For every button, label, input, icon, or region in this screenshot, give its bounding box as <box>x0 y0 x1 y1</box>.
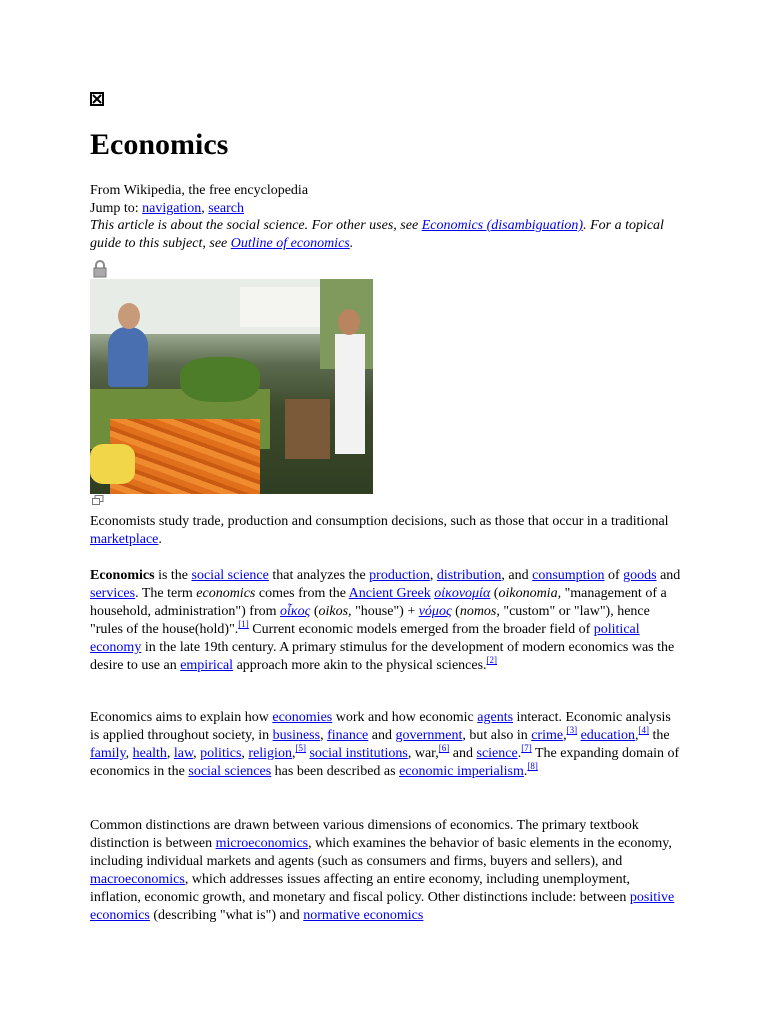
economics-disambiguation-link[interactable]: Economics (disambiguation) <box>421 218 584 233</box>
outline-of-economics-link[interactable]: Outline of economics <box>230 236 350 251</box>
lock-icon <box>93 260 107 278</box>
distribution-link[interactable]: distribution <box>436 568 502 583</box>
politics-link[interactable]: politics <box>200 746 242 761</box>
jump-search-link[interactable]: search <box>208 201 244 216</box>
close-x-glyph <box>92 94 102 104</box>
family-link[interactable]: family <box>90 746 126 761</box>
social-sciences-link[interactable]: social sciences <box>188 764 272 779</box>
reference-8[interactable]: [8] <box>527 761 538 771</box>
goods-link[interactable]: goods <box>623 568 657 583</box>
jump-separator: , <box>201 201 209 216</box>
hatnote-text: This article is about the social science. For other uses, see <box>90 218 422 233</box>
paragraph-intro: Economics is the social science that analyzes the production, distribution, and consumption of goods and services. The term economics comes from the Ancient Greek οἰκονομία (oikonomia, "management of a household, administration") from οἶκος (oikos, "house") + νόμος (nomos, "custom" or "law"), hence "rules of the house(hold)".[1] Current economic models emerged from the broader field of political economy in the late 19th century. A primary stimulus for the development of modern economics was the desire to use an empirical approach more akin to the physical sciences.[2] <box>90 568 681 673</box>
religion-link[interactable]: religion <box>248 746 292 761</box>
government-link[interactable]: government <box>395 728 463 743</box>
economies-link[interactable]: economies <box>272 710 333 725</box>
hatnote <box>90 217 682 253</box>
finance-link[interactable]: finance <box>327 728 369 743</box>
image-caption <box>90 513 682 549</box>
reference-2[interactable]: [2] <box>486 655 498 665</box>
ancient-greek-link[interactable]: Ancient Greek <box>348 586 431 601</box>
science-link[interactable]: science <box>476 746 518 761</box>
microeconomics-link[interactable]: microeconomics <box>215 836 309 851</box>
oikonomia-link[interactable]: οἰκονομία <box>434 586 491 601</box>
paragraph-distinctions: Common distinctions are drawn between various dimensions of economics. The primary textbook distinction is between microeconomics, which examines the behavior of basic elements in the economy, including individual markets and agents (such as consumers and firms, buyers and sellers), and macroeconomics, which addresses issues affecting an entire economy, including unemployment, inflation, economic growth, and monetary and fiscal policy. Other distinctions include: between positive economics (describing "what is") and normative economics <box>90 818 675 923</box>
caption-text: . <box>158 532 162 547</box>
positive-economics-link[interactable]: positive economics <box>90 890 675 923</box>
consumption-link[interactable]: consumption <box>532 568 605 583</box>
marketplace-photo[interactable] <box>90 279 373 494</box>
macroeconomics-link[interactable]: macroeconomics <box>90 872 185 887</box>
reference-4[interactable]: [4] <box>638 725 650 735</box>
reference-5[interactable]: [5] <box>295 743 306 753</box>
enlarge-icon[interactable] <box>92 493 104 503</box>
photo-vendor <box>108 327 148 387</box>
paragraph-scope: Economics aims to explain how economies work and how economic agents interact. Economic analysis is applied throughout society, in business, finance and government, but also in crime,[3] education,[4] the family, health, law, politics, religion,[5] social institutions, war,[6] and science.[7] The expanding domain of economics in the social sciences has been described as economic imperialism.[8] <box>90 710 680 779</box>
caption-text: Economists study trade, production and consumption decisions, such as those that occur in a traditional <box>90 514 669 529</box>
economic-imperialism-link[interactable]: economic imperialism <box>399 764 524 779</box>
hatnote-text: . <box>349 236 354 251</box>
marketplace-link[interactable]: marketplace <box>90 532 159 547</box>
photo-shopper <box>335 334 365 454</box>
photo-squash <box>90 444 135 484</box>
normative-economics-link[interactable]: normative economics <box>303 908 424 923</box>
business-link[interactable]: business <box>272 728 321 743</box>
reference-3[interactable]: [3] <box>566 725 578 735</box>
jump-navigation-link[interactable]: navigation <box>142 201 202 216</box>
reference-1[interactable]: [1] <box>238 619 249 629</box>
jump-to-label: Jump to: <box>90 201 143 216</box>
photo-greens <box>180 357 260 402</box>
page-title: Economics <box>90 128 229 161</box>
hatnote-text: . For a topical guide to this subject, see <box>90 218 664 251</box>
political-economy-link[interactable]: political economy <box>90 622 640 655</box>
site-tagline: From Wikipedia, the free encyclopedia <box>90 183 309 198</box>
agents-link[interactable]: agents <box>477 710 514 725</box>
reference-7[interactable]: [7] <box>521 743 532 753</box>
oikos-link[interactable]: οἶκος <box>280 604 311 619</box>
empirical-link[interactable]: empirical <box>180 658 234 673</box>
social-science-link[interactable]: social science <box>191 568 269 583</box>
social-institutions-link[interactable]: social institutions <box>309 746 408 761</box>
photo-vendor-head <box>118 303 140 329</box>
bold-term: Economics <box>90 568 155 583</box>
nomos-link[interactable]: νόμος <box>418 604 452 619</box>
crime-link[interactable]: crime <box>531 728 564 743</box>
reference-6[interactable]: [6] <box>438 743 450 753</box>
health-link[interactable]: health <box>132 746 167 761</box>
production-link[interactable]: production <box>369 568 430 583</box>
jump-to-links <box>90 200 244 218</box>
law-link[interactable]: law <box>173 746 194 761</box>
education-link[interactable]: education <box>580 728 636 743</box>
photo-shopper-head <box>338 309 360 335</box>
close-box-icon[interactable] <box>90 92 104 106</box>
services-link[interactable]: services <box>90 586 136 601</box>
photo-crate <box>285 399 330 459</box>
